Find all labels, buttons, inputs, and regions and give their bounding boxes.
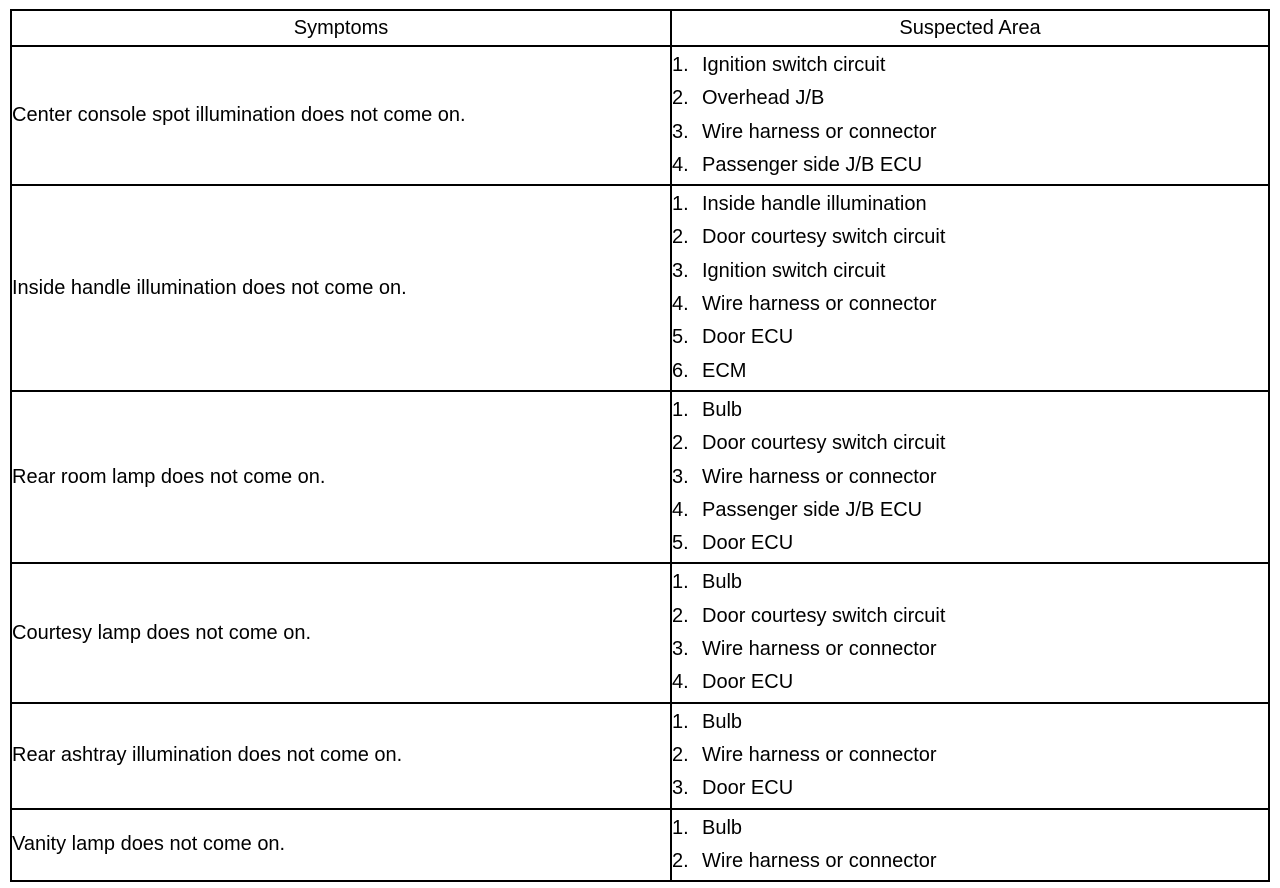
item-text: Bulb (702, 710, 743, 733)
suspected-area-list (672, 564, 1268, 701)
item-number: 5. (672, 326, 689, 349)
item-number: 1. (672, 193, 689, 216)
suspected-area-item (672, 566, 1268, 599)
item-text: Wire harness or connector (702, 638, 937, 661)
item-text: Door ECU (702, 671, 794, 694)
suspected-area-item (672, 666, 1268, 699)
suspected-area-item (672, 527, 1268, 560)
item-text: Ignition switch circuit (702, 54, 886, 76)
item-text: Door ECU (702, 326, 794, 349)
item-number: 1. (672, 710, 689, 733)
symptom-cell: Courtesy lamp does not come on. (11, 563, 671, 702)
item-text: Ignition switch circuit (702, 259, 886, 282)
suspected-area-list (672, 392, 1268, 562)
suspected-area-item (672, 116, 1268, 149)
suspected-area-item (672, 255, 1268, 288)
item-text: Door courtesy switch circuit (702, 432, 946, 455)
suspected-area-item (672, 188, 1268, 221)
table-row (11, 46, 1269, 185)
suspected-area-item (672, 633, 1268, 666)
suspected-area-item (672, 845, 1268, 878)
item-text: ECM (702, 359, 747, 382)
item-number: 1. (672, 398, 689, 421)
table-row (11, 185, 1269, 391)
symptom-cell: Rear room lamp does not come on. (11, 391, 671, 563)
suspected-area-item (672, 82, 1268, 115)
item-number: 4. (672, 153, 689, 176)
suspected-area-item (672, 812, 1268, 845)
suspected-area-item (672, 494, 1268, 527)
item-number: 1. (672, 571, 689, 594)
suspected-area-item (672, 706, 1268, 739)
item-number: 2. (672, 226, 689, 249)
item-text: Inside handle illumination (702, 193, 927, 216)
item-number: 3. (672, 638, 689, 661)
item-number: 2. (672, 849, 689, 872)
symptom-cell: Center console spot illumination does not come on. (11, 46, 671, 185)
symptom-table (10, 9, 1270, 882)
item-text: Wire harness or connector (702, 120, 937, 143)
header-suspected-area: Suspected Area (671, 10, 1269, 46)
suspected-area-list (672, 47, 1268, 184)
symptom-cell: Vanity lamp does not come on. (11, 809, 671, 882)
item-number: 4. (672, 671, 689, 694)
suspected-area-item (672, 772, 1268, 805)
item-text: Door ECU (702, 532, 794, 555)
table-row (11, 703, 1269, 809)
item-text: Wire harness or connector (702, 743, 937, 766)
item-text: Bulb (702, 571, 743, 594)
suspected-area-item (672, 394, 1268, 427)
item-text: Passenger side J/B ECU (702, 153, 923, 176)
suspected-area-item (672, 149, 1268, 182)
item-number: 3. (672, 259, 689, 282)
header-symptoms: Symptoms (11, 10, 671, 46)
suspected-area-cell (671, 809, 1269, 882)
item-number: 2. (672, 87, 689, 110)
item-number: 3. (672, 465, 689, 488)
table-row (11, 391, 1269, 563)
suspected-area-cell (671, 391, 1269, 563)
item-text: Door courtesy switch circuit (702, 226, 946, 249)
item-text: Bulb (702, 816, 743, 839)
item-number: 6. (672, 359, 689, 382)
item-text: Passenger side J/B ECU (702, 498, 923, 521)
item-text: Overhead J/B (702, 87, 825, 110)
suspected-area-item (672, 461, 1268, 494)
suspected-area-list (672, 810, 1268, 881)
symptom-cell: Inside handle illumination does not come on. (11, 185, 671, 391)
item-number: 2. (672, 604, 689, 627)
table-row (11, 809, 1269, 882)
table-row (11, 563, 1269, 702)
suspected-area-cell (671, 563, 1269, 702)
item-number: 4. (672, 293, 689, 316)
item-number: 1. (672, 816, 689, 839)
suspected-area-list (672, 704, 1268, 808)
item-text: Wire harness or connector (702, 849, 937, 872)
suspected-area-list (672, 186, 1268, 390)
suspected-area-cell (671, 185, 1269, 391)
suspected-area-item (672, 321, 1268, 354)
suspected-area-item (672, 427, 1268, 460)
suspected-area-cell (671, 703, 1269, 809)
suspected-area-item (672, 600, 1268, 633)
header-row (11, 10, 1269, 46)
table-body (11, 46, 1269, 881)
item-number: 3. (672, 120, 689, 143)
suspected-area-item (672, 49, 1268, 82)
item-number: 1. (672, 54, 689, 76)
item-text: Door courtesy switch circuit (702, 604, 946, 627)
symptom-cell: Rear ashtray illumination does not come on. (11, 703, 671, 809)
suspected-area-item (672, 288, 1268, 321)
suspected-area-item (672, 221, 1268, 254)
item-number: 5. (672, 532, 689, 555)
suspected-area-cell (671, 46, 1269, 185)
item-number: 4. (672, 498, 689, 521)
item-number: 3. (672, 777, 689, 800)
item-number: 2. (672, 743, 689, 766)
item-number: 2. (672, 432, 689, 455)
item-text: Door ECU (702, 777, 794, 800)
item-text: Wire harness or connector (702, 293, 937, 316)
suspected-area-item (672, 355, 1268, 388)
item-text: Wire harness or connector (702, 465, 937, 488)
suspected-area-item (672, 739, 1268, 772)
item-text: Bulb (702, 398, 743, 421)
